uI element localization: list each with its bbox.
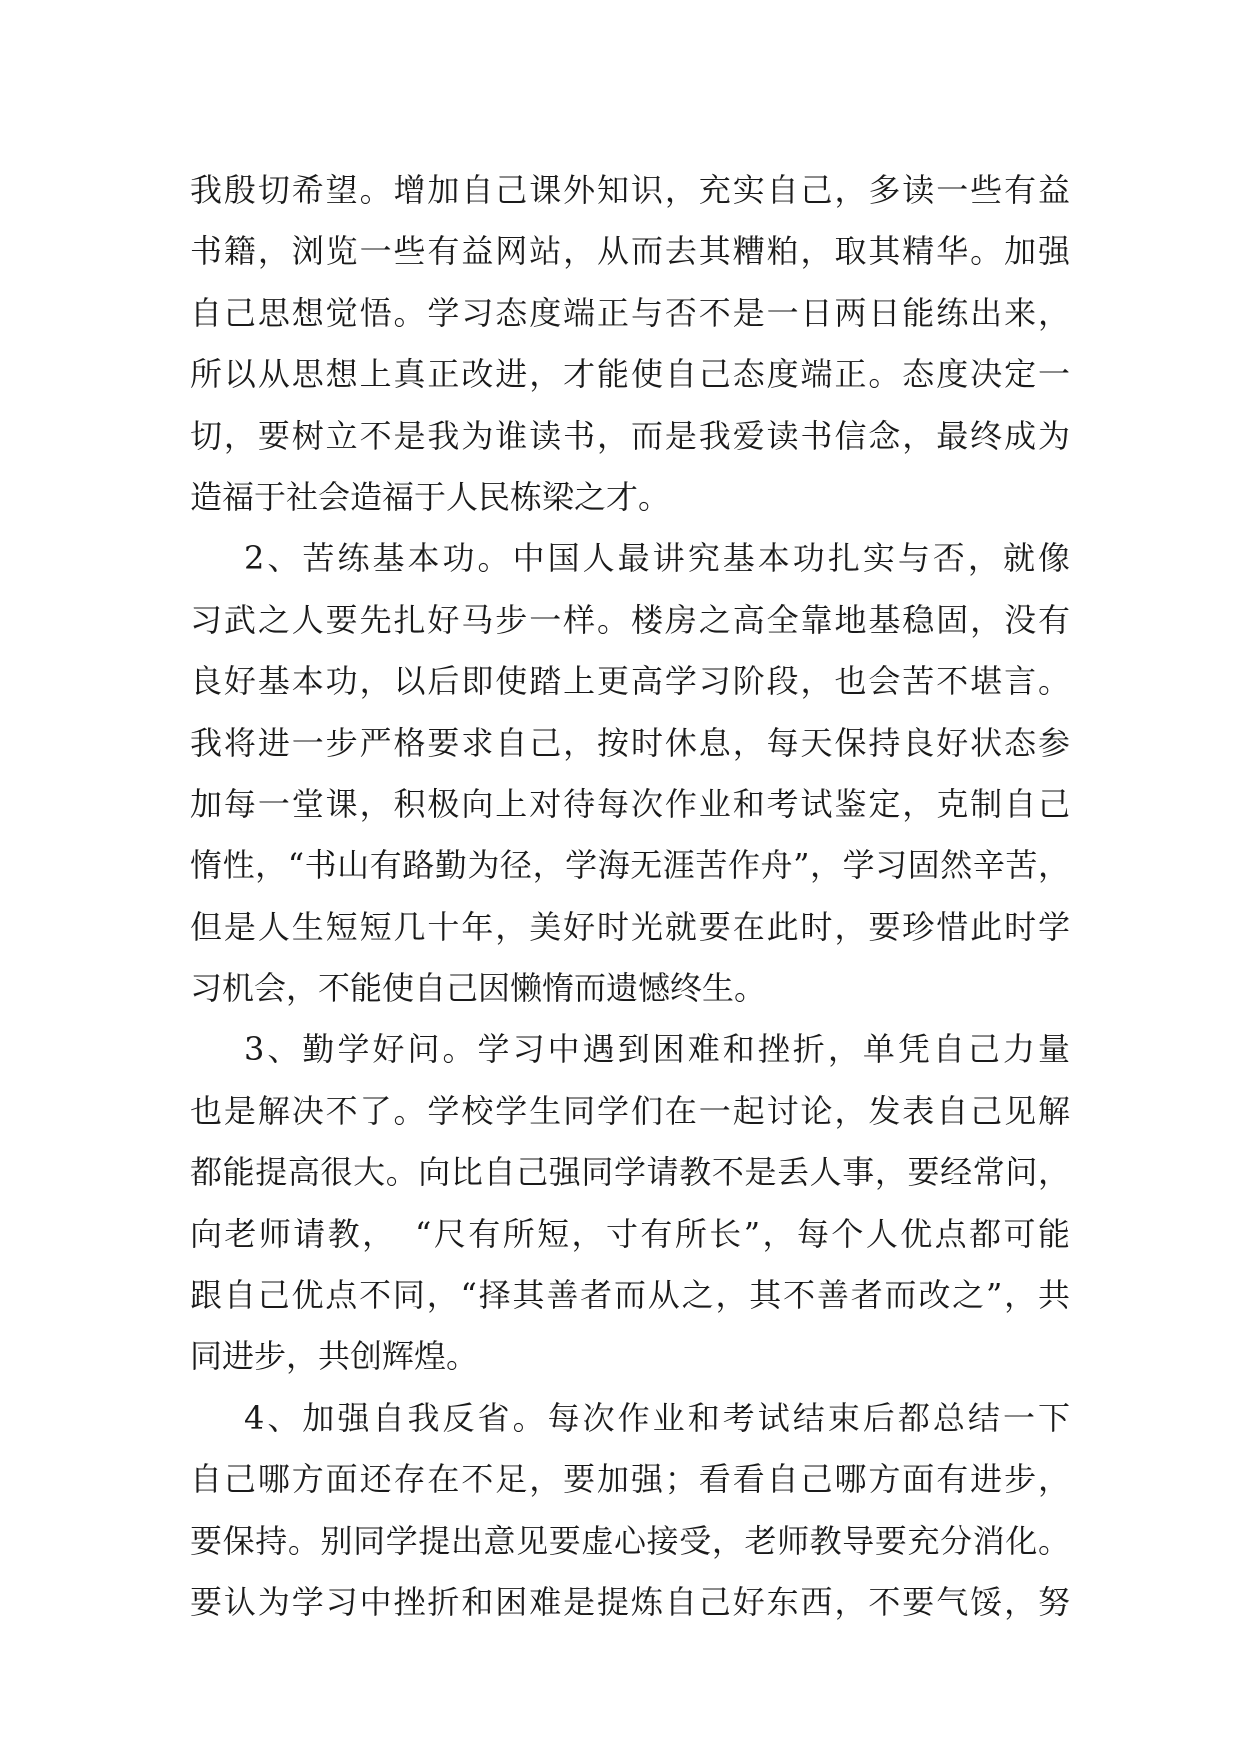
paragraph-start-line: 4、加强自我反省。每次作业和考试结束后都总结一下: [244, 1398, 1070, 1437]
text-line: 自己思想觉悟。学习态度端正与否不是一日两日能练出来，: [190, 293, 1070, 332]
paragraph-start-line: 2、苦练基本功。中国人最讲究基本功扎实与否，就像: [244, 539, 1070, 578]
text-line: 要保持。别同学提出意见要虚心接受，老师教导要充分消化。: [190, 1521, 1070, 1560]
text-line: 所以从思想上真正改进，才能使自己态度端正。态度决定一: [190, 355, 1070, 394]
text-line: 良好基本功，以后即使踏上更高学习阶段，也会苦不堪言。: [190, 662, 1070, 701]
text-line: 都能提高很大。向比自己强同学请教不是丢人事，要经常问，: [190, 1153, 1070, 1192]
paragraph-start-line: 3、勤学好问。学习中遇到困难和挫折，单凭自己力量: [244, 1030, 1070, 1069]
text-line: 加每一堂课，积极向上对待每次作业和考试鉴定，克制自己: [190, 784, 1070, 823]
text-line: 习机会，不能使自己因懒惰而遗憾终生。: [190, 969, 767, 1008]
text-line: 我将进一步严格要求自己，按时休息，每天保持良好状态参: [190, 723, 1070, 762]
text-line: 切，要树立不是我为谁读书，而是我爱读书信念，最终成为: [190, 416, 1070, 455]
text-line: 我殷切希望。增加自己课外知识，充实自己，多读一些有益: [190, 171, 1070, 209]
text-line: 要认为学习中挫折和困难是提炼自己好东西，不要气馁，努: [190, 1582, 1070, 1621]
text-line: 向老师请教， “尺有所短，寸有所长”，每个人优点都可能: [190, 1214, 1070, 1253]
text-line: 同进步，共创辉煌。: [190, 1337, 479, 1376]
text-line: 书籍，浏览一些有益网站，从而去其糟粕，取其精华。加强: [190, 232, 1070, 271]
text-line: 也是解决不了。学校学生同学们在一起讨论，发表自己见解: [190, 1091, 1070, 1130]
text-line: 惰性，“书山有路勤为径，学海无涯苦作舟”，学习固然辛苦，: [190, 846, 1070, 885]
text-line: 但是人生短短几十年，美好时光就要在此时，要珍惜此时学: [190, 907, 1070, 946]
text-line: 自己哪方面还存在不足，要加强；看看自己哪方面有进步，: [190, 1460, 1070, 1499]
text-line: 跟自己优点不同，“择其善者而从之，其不善者而改之”，共: [190, 1276, 1070, 1315]
text-line: 造福于社会造福于人民栋梁之才。: [190, 477, 671, 516]
body-text: [190, 160, 1070, 1633]
text-line: 习武之人要先扎好马步一样。楼房之高全靠地基稳固，没有: [190, 600, 1070, 639]
